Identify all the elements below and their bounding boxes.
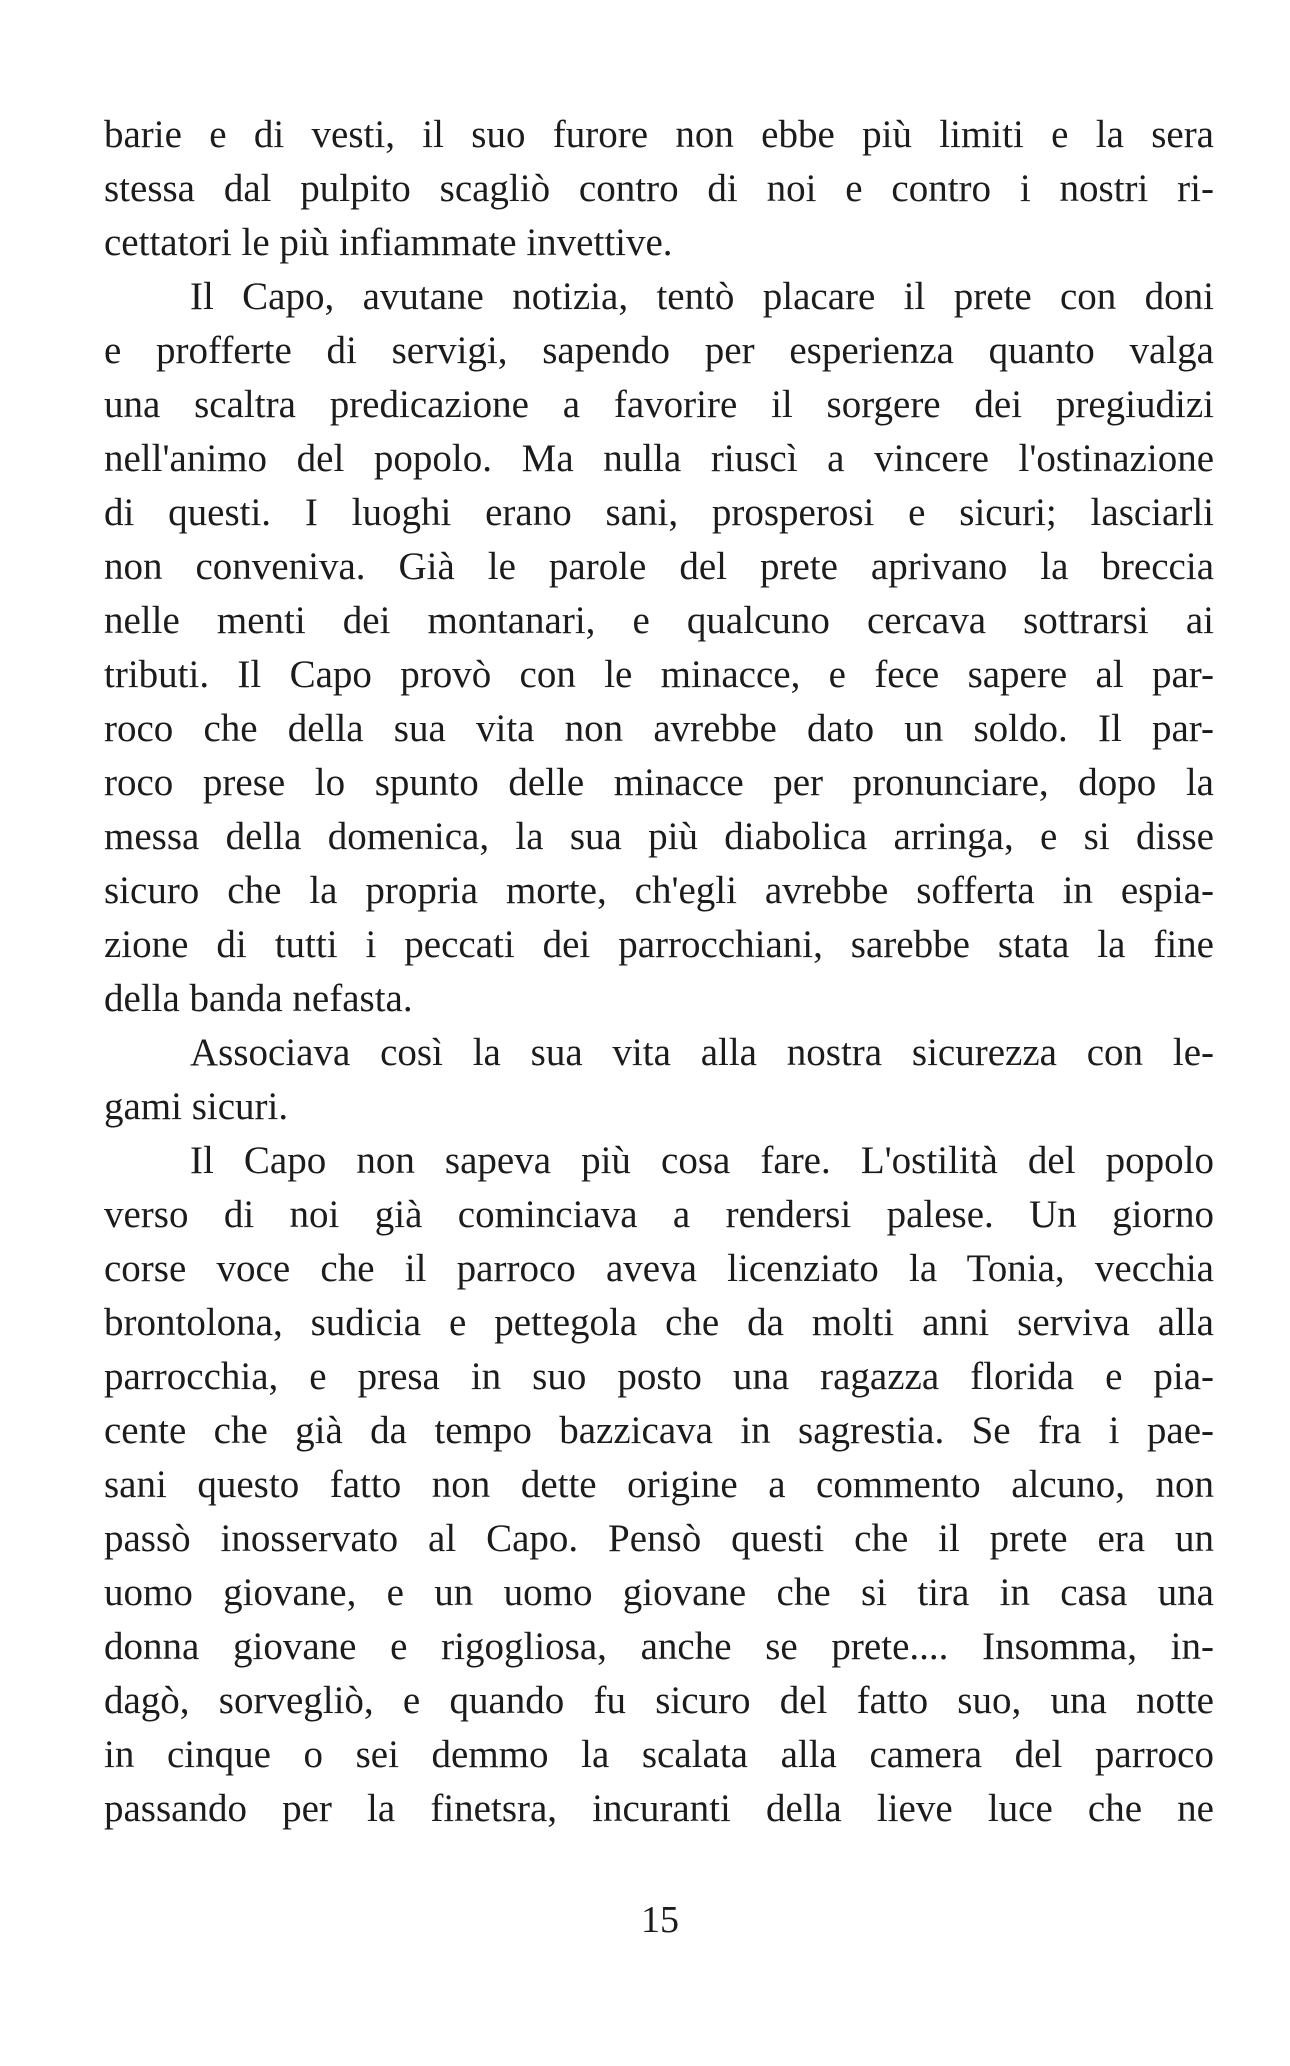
text-line: Associava così la sua vita alla nostra sicurezza con le-: [190, 1031, 1214, 1074]
text-line: in cinque o sei demmo la scalata alla camera del parroco: [104, 1733, 1214, 1776]
text-line: passò inosservato al Capo. Pensò questi che il prete era un: [104, 1517, 1214, 1560]
text-line: cettatori le più infiammate invettive.: [104, 221, 673, 264]
text-line: verso di noi già cominciava a rendersi palese. Un giorno: [104, 1193, 1214, 1236]
text-line: tributi. Il Capo provò con le minacce, e fece sapere al par-: [104, 653, 1214, 696]
text-line: dagò, sorvegliò, e quando fu sicuro del fatto suo, una notte: [104, 1679, 1214, 1722]
text-line: non conveniva. Già le parole del prete aprivano la breccia: [104, 545, 1214, 588]
body-text: [104, 108, 1214, 1836]
text-line: corse voce che il parroco aveva licenziato la Tonia, vecchia: [104, 1247, 1214, 1290]
text-line: passando per la finetsra, incuranti della lieve luce che ne: [104, 1787, 1214, 1830]
text-line: uomo giovane, e un uomo giovane che si tira in casa una: [104, 1571, 1214, 1614]
text-line: zione di tutti i peccati dei parrocchiani, sarebbe stata la fine: [104, 923, 1214, 966]
text-line: Il Capo non sapeva più cosa fare. L'ostilità del popolo: [190, 1139, 1214, 1182]
text-line: nelle menti dei montanari, e qualcuno cercava sottrarsi ai: [104, 599, 1214, 642]
text-line: e profferte di servigi, sapendo per esperienza quanto valga: [104, 329, 1214, 372]
page-number: 15: [641, 1899, 679, 1941]
text-line: gami sicuri.: [104, 1085, 289, 1128]
text-line: nell'animo del popolo. Ma nulla riuscì a vincere l'ostinazione: [104, 437, 1214, 480]
text-line: messa della domenica, la sua più diabolica arringa, e si disse: [104, 815, 1214, 858]
text-line: Il Capo, avutane notizia, tentò placare il prete con doni: [190, 275, 1214, 318]
text-line: sani questo fatto non dette origine a commento alcuno, non: [104, 1463, 1214, 1506]
text-line: barie e di vesti, il suo furore non ebbe più limiti e la sera: [104, 113, 1214, 156]
text-line: di questi. I luoghi erano sani, prosperosi e sicuri; lasciarli: [104, 491, 1214, 534]
text-line: roco prese lo spunto delle minacce per pronunciare, dopo la: [104, 761, 1214, 804]
text-line: brontolona, sudicia e pettegola che da molti anni serviva alla: [104, 1301, 1214, 1344]
text-line: una scaltra predicazione a favorire il sorgere dei pregiudizi: [104, 383, 1214, 426]
text-line: donna giovane e rigogliosa, anche se prete.... Insomma, in-: [104, 1625, 1214, 1668]
text-line: della banda nefasta.: [104, 977, 413, 1020]
text-line: sicuro che la propria morte, ch'egli avrebbe sofferta in espia-: [104, 869, 1214, 912]
text-line: stessa dal pulpito scagliò contro di noi e contro i nostri ri-: [104, 167, 1214, 210]
text-line: parrocchia, e presa in suo posto una ragazza florida e pia-: [104, 1355, 1214, 1398]
text-line: cente che già da tempo bazzicava in sagrestia. Se fra i pae-: [104, 1409, 1214, 1452]
text-line: roco che della sua vita non avrebbe dato un soldo. Il par-: [104, 707, 1214, 750]
